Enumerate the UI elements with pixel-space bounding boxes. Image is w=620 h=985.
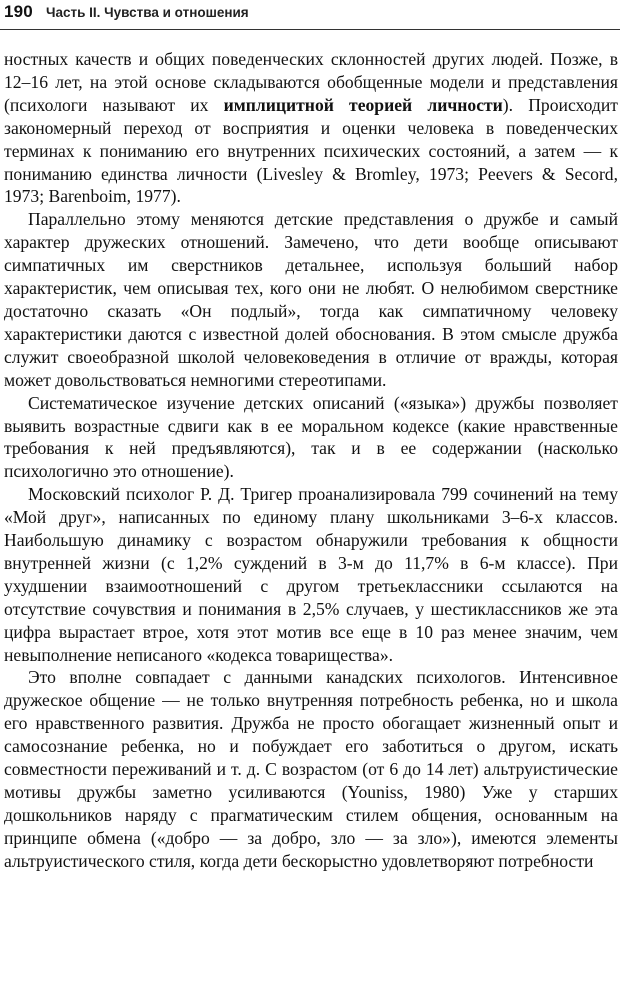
running-head: Часть II. Чувства и отношения <box>46 5 249 20</box>
paragraph-1-text-a: ностных качеств и общих поведенческих склонностей других людей. Позже, в 12–16 лет, на этой основе складываются обобщенные модели и представления (психологи называют их <box>4 49 618 115</box>
page-number: 190 <box>4 2 33 21</box>
paragraph-2: Параллельно этому меняются детские представления о дружбе и самый характер дружеских отношений. Замечено, что дети вообще описывают симпатичных им сверстников детальнее, используя больший набор характеристик, чем описывая тех, кого они не любят. О нелюбимом сверстнике достаточно сказать «Он подлый», тогда как симпатичному человеку характеристики даются с известной долей обоснования. В этом смысле дружба служит своеобразной школой человековедения в отличие от вражды, которая может довольствоваться немногими стереотипами. <box>4 209 618 390</box>
paragraph-5: Это вполне совпадает с данными канадских психологов. Интенсивное дружеское общение — не только внутренняя потребность ребенка, но и школа его нравственного развития. Дружба не просто обогащает жизненный опыт и самосознание ребенка, но и побуждает его заботиться о другом, искать совместности переживаний и т. д. С возрастом (от 6 до 14 лет) альтруистические мотивы дружбы заметно усиливаются (Youniss, 1980) Уже у старших дошкольников наряду с прагматическим стилем общения, основанным на принципе обмена («добро — за добро, зло — за зло»), имеются элементы альтруистического стиля, когда дети бескорыстно удовлетворяют потребности <box>4 667 618 871</box>
paragraph-4: Московский психолог Р. Д. Тригер проанализировала 799 сочинений на тему «Мой друг», написанных по единому плану школьниками 3–6-х классов. Наибольшую динамику с возрастом обнаружили требования к общности внутренней жизни (с 1,2% суждений в 3-м до 11,7% в 6-м классе). При ухудшении взаимоотношений с другом третьеклассники ссылаются на отсутствие сочувствия и понимания в 2,5% случаев, у шестиклассников же эта цифра вырастает втрое, хотя этот мотив все еще в 10 раз менее значим, чем невыполнение неписаного «кодекса товарищества». <box>4 484 618 665</box>
bold-term: имплицитной теорией личности <box>223 94 503 115</box>
paragraph-1 <box>4 48 618 208</box>
page-header <box>0 2 620 26</box>
paragraph-3: Систематическое изучение детских описаний («языка») дружбы позволяет выявить возрастные сдвиги как в ее моральном кодексе (какие нравственные требования к ней предъявляются), так и в ее содержании (насколько психологично это отношение). <box>4 392 618 482</box>
paragraph-1-text-b: ). Происходит закономерный переход от восприятия и оценки человека в поведенческих терминах к пониманию его внутренних психических состояний, а затем — к пониманию единства личности (Livesley & Bromley, 1973; Peevers & Secord, 1973; Barenboim, 1977). <box>4 94 618 207</box>
body-text <box>4 48 618 873</box>
header-rule <box>0 29 620 30</box>
